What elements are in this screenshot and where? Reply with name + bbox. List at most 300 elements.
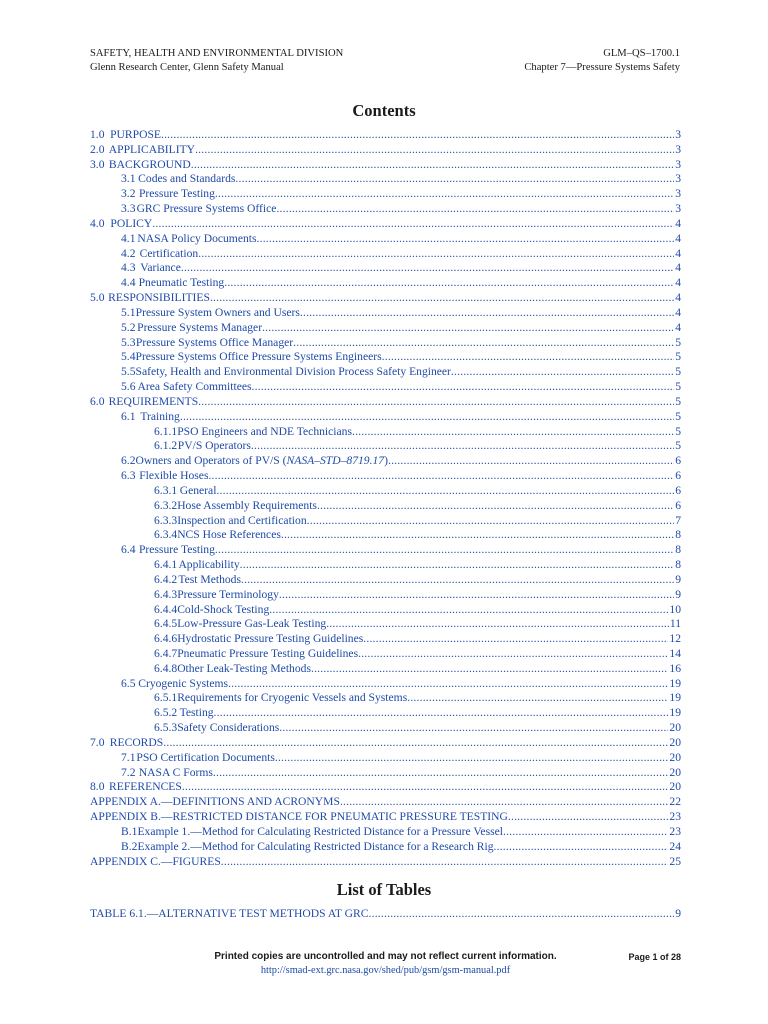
footer-url-link[interactable]: http://smad-ext.grc.nasa.gov/shed/pub/gsm/gsm-manual.pdf: [260, 965, 511, 976]
toc-entry[interactable]: [90, 825, 681, 840]
dot-leader: [251, 439, 674, 454]
toc-entry-page-number: 4: [675, 305, 681, 319]
toc-entry-title-text: PURPOSE: [110, 128, 161, 141]
toc-entry-page-number: 23: [669, 810, 681, 824]
toc-entry-row: [121, 410, 681, 425]
dot-leader: [198, 395, 674, 410]
toc-entry-number: 6.4.2: [154, 572, 178, 586]
toc-entry-number: 3.2: [121, 187, 136, 201]
toc-entry-title: [177, 603, 269, 618]
toc-entry-title: [177, 721, 279, 736]
contents-heading: Contents: [352, 101, 416, 120]
toc-entry-page-number: 19: [669, 691, 681, 705]
toc-entry[interactable]: [90, 840, 681, 855]
toc-entry[interactable]: [90, 588, 681, 603]
header-chapter: Chapter 7—Pressure Systems Safety: [524, 62, 680, 73]
toc-entry-number: 6.5.2: [154, 706, 178, 720]
toc-entry[interactable]: [90, 543, 681, 558]
toc-entry-row: [154, 632, 681, 647]
toc-entry[interactable]: [90, 677, 681, 692]
toc-entry-row: [121, 336, 681, 351]
toc-entry[interactable]: [90, 907, 681, 922]
toc-entry-page-number: 10: [669, 602, 681, 616]
dot-leader: [451, 365, 674, 380]
dot-leader: [215, 187, 674, 202]
toc-entry-row: [90, 217, 681, 232]
dot-leader: [235, 172, 674, 187]
dot-leader: [300, 306, 674, 321]
toc-entry-page-number: 4: [675, 320, 681, 334]
toc-entry-title: [109, 780, 182, 795]
toc-entry[interactable]: [90, 603, 681, 618]
header-doc-id: GLM–QS–1700.1: [603, 48, 680, 59]
toc-entry-row: [121, 469, 681, 484]
toc-entry-title-text: APPENDIX B.—RESTRICTED DISTANCE FOR PNEUMATIC PRESSURE TESTING: [90, 810, 508, 824]
toc-entry-title-text: Safety, Health and Environmental Division Process Safety Engineer: [135, 365, 451, 379]
toc-entry-title-text: General: [179, 483, 217, 497]
toc-entry-number: 7.2: [121, 765, 136, 779]
toc-entry-number: 6.1.2: [154, 439, 178, 453]
toc-entry[interactable]: [90, 336, 681, 351]
dot-leader: [382, 350, 675, 365]
toc-entry[interactable]: [90, 573, 681, 588]
toc-entry-page-number: 20: [669, 765, 681, 779]
toc-entry-title-text: NASA C Forms: [138, 765, 213, 779]
toc-entry-title: [177, 662, 311, 677]
toc-entry[interactable]: [90, 350, 681, 365]
toc-entry-page-number: 12: [669, 632, 681, 646]
dot-leader: [224, 276, 674, 291]
toc-entry-page-number: 24: [669, 839, 681, 853]
toc-entry-row: [90, 907, 681, 922]
toc-entry[interactable]: [90, 558, 681, 573]
toc-entry-page-number: 22: [669, 795, 681, 809]
toc-entry-title-text: RESPONSIBILITIES: [108, 291, 210, 305]
toc-entry-title: [90, 855, 221, 870]
toc-entry-title: [137, 202, 277, 217]
toc-entry-title: [137, 840, 493, 855]
dot-leader: [317, 499, 674, 514]
dot-leader: [269, 603, 668, 618]
toc-entry-title: [177, 691, 407, 706]
dot-leader: [180, 410, 674, 425]
toc-entry-title: [137, 321, 262, 336]
toc-entry-title-text: Area Safety Committees: [137, 380, 252, 394]
toc-entry-page-number: 4: [675, 291, 681, 305]
toc-entry-title: [138, 172, 235, 187]
toc-entry-title-text: GRC Pressure Systems Office: [136, 202, 277, 216]
toc-entry-number: 6.3: [121, 469, 136, 483]
toc-entry[interactable]: [90, 232, 681, 247]
dot-leader: [293, 336, 674, 351]
toc-entry-number: 5.6: [121, 380, 136, 394]
dot-leader: [352, 425, 674, 440]
toc-entry[interactable]: [90, 187, 681, 202]
toc-entry-page-number: 6: [675, 454, 681, 468]
toc-entry-row: [121, 172, 681, 187]
toc-entry[interactable]: [90, 425, 681, 440]
toc-entry-number: 6.5.3: [154, 721, 178, 735]
toc-entry-number: 6.5: [121, 676, 136, 690]
toc-entry[interactable]: [90, 706, 681, 721]
toc-entry-page-number: 9: [675, 907, 681, 920]
dot-leader: [326, 617, 669, 632]
toc-entry-page-number: 4: [675, 216, 681, 230]
toc-entry-row: [121, 677, 681, 692]
dot-leader: [216, 484, 674, 499]
toc-entry[interactable]: [90, 247, 681, 262]
dot-leader: [503, 825, 668, 840]
toc-entry[interactable]: [90, 128, 681, 143]
header-manual: Glenn Research Center, Glenn Safety Manual: [90, 62, 284, 73]
toc-entry-page-number: 5: [675, 350, 681, 364]
toc-entry[interactable]: [90, 766, 681, 781]
toc-entry-title: [178, 439, 251, 454]
dot-leader: [213, 766, 669, 781]
toc-entry[interactable]: [90, 202, 681, 217]
toc-entry-title: [140, 247, 199, 262]
toc-entry-number: 3.3: [121, 202, 136, 216]
toc-entry-title-text: Pneumatic Pressure Testing Guidelines: [177, 646, 359, 660]
toc-entry-title-text: APPENDIX A.—DEFINITIONS AND ACRONYMS: [90, 795, 340, 809]
dot-leader: [228, 677, 668, 692]
toc-entry-title: [177, 528, 281, 543]
toc-entry-number: 2.0: [90, 142, 105, 156]
toc-entry-title: [108, 291, 210, 306]
toc-entry-title: [136, 306, 300, 321]
toc-entry-row: [154, 706, 681, 721]
toc-entry-number: 6.4.6: [154, 632, 178, 646]
toc-entry-title: [139, 766, 213, 781]
toc-entry-title-text: Example 2.—Method for Calculating Restricted Distance for a Research Rig: [137, 839, 494, 853]
toc-entry[interactable]: [90, 454, 681, 469]
toc-entry-page-number: 5: [675, 380, 681, 394]
toc-entry[interactable]: [90, 217, 681, 232]
toc-entry-number: 6.4.1: [154, 558, 178, 572]
dot-leader: [494, 840, 669, 855]
toc-entry-row: [154, 647, 681, 662]
toc-entry[interactable]: [90, 172, 681, 187]
toc-entry[interactable]: [90, 439, 681, 454]
toc-entry-title: [90, 795, 340, 810]
toc-entry-title: [136, 751, 274, 766]
toc-entry-number: 4.0: [90, 216, 105, 230]
toc-entry-page-number: 8: [675, 528, 681, 542]
toc-entry-title: [139, 469, 208, 484]
dot-leader: [340, 795, 668, 810]
toc-entry-title: [109, 143, 195, 158]
toc-entry-page-number: 4: [675, 276, 681, 290]
toc-entry-title-text: Pressure Systems Office Manager: [135, 335, 294, 349]
toc-entry-row: [121, 276, 681, 291]
toc-entry[interactable]: [90, 795, 681, 810]
toc-entry-page-number: 20: [669, 780, 681, 794]
toc-entry[interactable]: [90, 365, 681, 380]
dot-leader: [407, 691, 668, 706]
toc-entry-title-text: Hydrostatic Pressure Testing Guidelines: [177, 632, 364, 646]
toc-entry-number: 5.1: [121, 305, 136, 319]
toc-entry-title-text: Pressure Testing: [138, 187, 215, 201]
toc-entry-page-number: 6: [675, 483, 681, 497]
toc-entry[interactable]: [90, 306, 681, 321]
toc-entry-number: 8.0: [90, 780, 105, 794]
toc-entry-row: [121, 350, 681, 365]
toc-entry-row: [154, 425, 681, 440]
toc-entry-number: 5.4: [121, 350, 136, 364]
dot-leader: [275, 751, 669, 766]
toc-entry-page-number: 4: [675, 261, 681, 275]
toc-entry-number: 3.0: [90, 157, 105, 171]
toc-entry[interactable]: [90, 276, 681, 291]
table-of-contents: [90, 128, 681, 869]
dot-leader: [262, 321, 674, 336]
dot-leader: [215, 543, 674, 558]
toc-entry-page-number: 11: [669, 617, 681, 631]
toc-entry-page-number: 5: [675, 365, 681, 379]
toc-entry-row: [90, 795, 681, 810]
toc-entry-number: 4.4: [121, 276, 136, 290]
toc-entry-row: [154, 588, 681, 603]
toc-entry[interactable]: [90, 855, 681, 870]
toc-entry-title: [180, 706, 214, 721]
toc-entry-page-number: 4: [675, 231, 681, 245]
toc-entry-title: [137, 825, 503, 840]
toc-entry-number: 6.5.1: [154, 691, 178, 705]
toc-entry[interactable]: [90, 721, 681, 736]
toc-entry-title: [137, 232, 256, 247]
toc-entry[interactable]: [90, 380, 681, 395]
toc-entry-number: 1.0: [90, 128, 105, 141]
toc-entry-number: 3.1: [121, 172, 136, 186]
toc-entry-title: [136, 454, 388, 469]
toc-entry-title: [110, 217, 152, 232]
toc-entry-row: [121, 380, 681, 395]
dot-leader: [257, 232, 675, 247]
toc-entry-title-text: PSO Certification Documents: [136, 750, 275, 764]
dot-leader: [163, 736, 668, 751]
toc-entry-title-text: APPLICABILITY: [108, 142, 196, 156]
toc-entry-title: [177, 647, 358, 662]
toc-entry-page-number: 5: [675, 335, 681, 349]
toc-entry-number: 6.4.4: [154, 602, 178, 616]
toc-entry[interactable]: [90, 662, 681, 677]
toc-entry-page-number: 3: [675, 157, 681, 171]
dot-leader: [363, 632, 668, 647]
toc-entry-title-text: Pressure Systems Manager: [137, 320, 263, 334]
toc-entry-title-text: Example 1.—Method for Calculating Restricted Distance for a Pressure Vessel: [137, 824, 503, 838]
toc-entry-row: [121, 232, 681, 247]
toc-entry-title: [177, 588, 279, 603]
toc-entry-page-number: 23: [669, 824, 681, 838]
toc-entry[interactable]: [90, 751, 681, 766]
toc-entry-page-number: 6: [675, 469, 681, 483]
toc-entry[interactable]: [90, 484, 681, 499]
toc-entry-row: [154, 662, 681, 677]
toc-entry-page-number: 6: [675, 498, 681, 512]
toc-entry[interactable]: [90, 410, 681, 425]
toc-entry-title: [136, 336, 293, 351]
dot-leader: [214, 706, 669, 721]
running-header-left: [90, 47, 343, 75]
toc-entry-title: [178, 558, 239, 573]
toc-entry-title-text: Safety Considerations: [177, 721, 280, 735]
toc-entry-title-text: PV/S Operators: [177, 439, 251, 453]
toc-entry-title-text: Flexible Hoses: [139, 469, 209, 483]
toc-entry[interactable]: [90, 617, 681, 632]
toc-entry-number: 6.4: [121, 543, 136, 557]
toc-entry[interactable]: [90, 810, 681, 825]
toc-entry-number: 6.3.1: [154, 483, 178, 497]
toc-entry-title: [177, 617, 326, 632]
toc-entry-title-text: Cold-Shock Testing: [177, 602, 270, 616]
toc-entry[interactable]: [90, 321, 681, 336]
dot-leader: [311, 662, 668, 677]
toc-entry-row: [121, 751, 681, 766]
toc-entry-number: 6.2: [121, 454, 136, 468]
toc-entry-title-text: Requirements for Cryogenic Vessels and Systems: [177, 691, 408, 705]
toc-entry-row: [90, 810, 681, 825]
toc-entry-row: [154, 558, 681, 573]
toc-entry-title: [110, 736, 163, 751]
toc-entry-page-number: 9: [675, 572, 681, 586]
toc-entry-page-number: 5: [675, 439, 681, 453]
toc-entry[interactable]: [90, 647, 681, 662]
toc-entry-title-text: Owners and Operators of PV/S (: [135, 454, 287, 468]
toc-entry[interactable]: [90, 736, 681, 751]
toc-entry-number: 6.1.1: [154, 424, 178, 438]
toc-entry[interactable]: [90, 499, 681, 514]
toc-entry-title-text: Pressure Testing: [138, 543, 215, 557]
toc-entry-title: [140, 261, 181, 276]
toc-entry-row: [154, 721, 681, 736]
toc-entry[interactable]: [90, 528, 681, 543]
toc-entry-title: [90, 810, 508, 825]
toc-entry[interactable]: [90, 261, 681, 276]
toc-entry-number: 6.4.3: [154, 587, 178, 601]
toc-entry-number: 4.1: [121, 231, 136, 245]
toc-entry-title: [139, 187, 215, 202]
dot-leader: [152, 217, 674, 232]
toc-entry-title-text: Test Methods: [178, 572, 241, 586]
footer-disclaimer: Printed copies are uncontrolled and may not reflect current information.: [214, 951, 557, 962]
toc-entry-page-number: 5: [675, 424, 681, 438]
toc-entry-title: [180, 484, 217, 499]
toc-entry-page-number: 4: [675, 246, 681, 260]
toc-entry-page-number: 20: [669, 750, 681, 764]
toc-entry-number: 7.1: [121, 750, 136, 764]
toc-entry-title: [136, 365, 451, 380]
toc-entry-title: [140, 410, 180, 425]
toc-entry[interactable]: [90, 632, 681, 647]
dot-leader: [241, 573, 674, 588]
dot-leader: [161, 128, 674, 143]
toc-entry-row: [121, 321, 681, 336]
toc-entry-row: [121, 202, 681, 217]
toc-entry-number: 6.3.4: [154, 528, 178, 542]
toc-entry-number: 5.0: [90, 291, 105, 305]
toc-entry-title: [177, 514, 306, 529]
dot-leader: [210, 291, 674, 306]
toc-entry-number: 4.2: [121, 246, 136, 260]
toc-entry-page-number: 5: [675, 409, 681, 423]
toc-entry[interactable]: [90, 514, 681, 529]
toc-entry-title: [178, 573, 241, 588]
toc-entry-page-number: 16: [669, 661, 681, 675]
toc-entry-title: [177, 499, 317, 514]
toc-entry[interactable]: [90, 780, 681, 795]
toc-entry-page-number: 3: [675, 187, 681, 201]
toc-entry-page-number: 3: [675, 172, 681, 186]
dot-leader: [191, 158, 674, 173]
dot-leader: [307, 514, 675, 529]
toc-entry-row: [154, 499, 681, 514]
toc-entry[interactable]: [90, 158, 681, 173]
toc-entry-title: [139, 276, 225, 291]
dot-leader: [195, 143, 674, 158]
toc-entry-title-text: Codes and Standards: [138, 172, 236, 186]
toc-entry-title-text: Pressure Terminology: [177, 587, 279, 601]
toc-entry-title: [138, 677, 228, 692]
toc-entry-title-text: Low-Pressure Gas-Leak Testing: [177, 617, 327, 631]
toc-entry-title-text: RECORDS: [109, 735, 164, 749]
toc-entry-number: 6.1: [121, 409, 136, 423]
toc-entry[interactable]: [90, 691, 681, 706]
toc-entry[interactable]: [90, 291, 681, 306]
dot-leader: [369, 907, 675, 922]
toc-entry-title: [177, 425, 352, 440]
toc-entry-page-number: 19: [669, 676, 681, 690]
toc-entry-page-number: 3: [675, 202, 681, 216]
dot-leader: [279, 588, 674, 603]
toc-entry-number: 6.0: [90, 394, 105, 408]
toc-entry[interactable]: [90, 395, 681, 410]
toc-entry-title-text: Pneumatic Testing: [138, 276, 225, 290]
toc-entry-title-text: REQUIREMENTS: [108, 394, 199, 408]
toc-entry-page-number: 20: [669, 721, 681, 735]
toc-entry-title: [136, 350, 382, 365]
toc-entry-title: [139, 543, 215, 558]
toc-entry-page-number: 3: [675, 142, 681, 156]
running-header-right: [524, 47, 680, 75]
toc-entry-title-text: Certification: [139, 246, 199, 260]
toc-entry-row: [90, 780, 681, 795]
toc-entry-title-text: NASA Policy Documents: [137, 231, 257, 245]
page-number: Page 1 of 28: [628, 952, 681, 962]
toc-entry-title-text: TABLE 6.1.—ALTERNATIVE TEST METHODS AT GRC: [90, 907, 369, 920]
toc-entry-title-text: PSO Engineers and NDE Technicians: [177, 424, 352, 438]
toc-entry-title-text: Applicability: [178, 558, 240, 572]
toc-entry-row: [121, 543, 681, 558]
toc-entry-page-number: 5: [675, 394, 681, 408]
toc-entry-page-number: 7: [675, 513, 681, 527]
dot-leader: [240, 558, 675, 573]
toc-entry[interactable]: [90, 143, 681, 158]
toc-entry[interactable]: [90, 469, 681, 484]
dot-leader: [276, 202, 674, 217]
toc-entry-page-number: 8: [675, 543, 681, 557]
toc-entry-number: 6.4.8: [154, 661, 178, 675]
toc-entry-title-text: Hose Assembly Requirements: [177, 498, 317, 512]
toc-entry-title-text: Training: [140, 409, 180, 423]
dot-leader: [279, 721, 668, 736]
toc-entry-page-number: 25: [669, 854, 681, 868]
toc-entry-row: [121, 365, 681, 380]
toc-entry-title-text: Other Leak-Testing Methods: [177, 661, 311, 675]
toc-entry-row: [90, 395, 681, 410]
toc-entry-row: [90, 291, 681, 306]
dot-leader: [181, 261, 674, 276]
toc-entry-page-number: 20: [669, 735, 681, 749]
